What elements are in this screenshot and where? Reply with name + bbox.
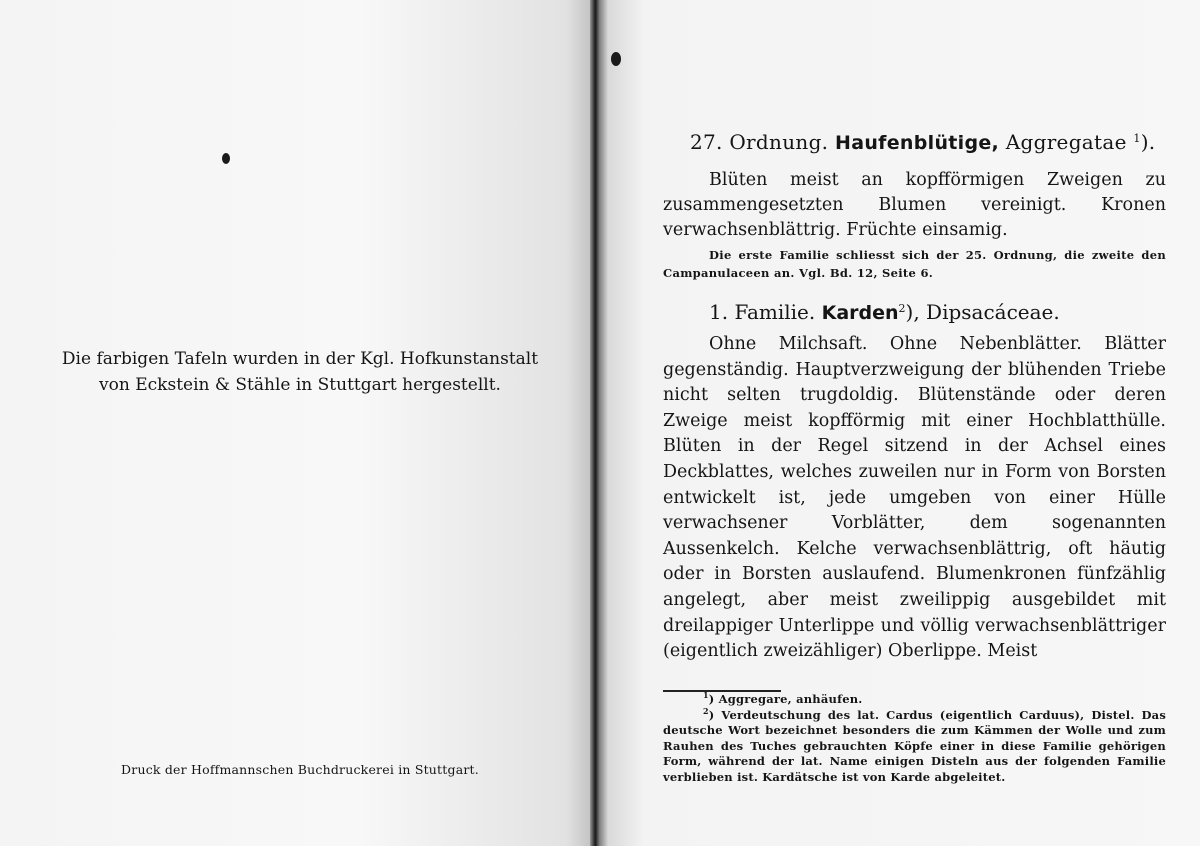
order-note: Die erste Familie schliesst sich der 25. Ordnung, die zweite den Campanulaceen an. Vgl. Bd. 12, Seite 6.	[663, 248, 1166, 280]
ink-speck	[222, 153, 230, 164]
family-latin: ), Dipsacáceae.	[905, 300, 1060, 324]
credit-line-2: von Eckstein & Stähle in Stuttgart hergestellt.	[99, 375, 501, 395]
family-name: Karden	[821, 302, 899, 324]
footnote-mark: 1	[703, 690, 709, 700]
credit-line-1: Die farbigen Tafeln wurden in der Kgl. Hofkunstanstalt	[61, 349, 539, 369]
order-heading-end: ).	[1140, 130, 1156, 154]
book-gutter	[590, 0, 600, 846]
footnote-text: ) Aggregare, anhäufen.	[708, 692, 863, 706]
footnotes	[663, 692, 1166, 786]
order-description: Blüten meist an kopfförmigen Zweigen zu zusammengesetzten Blumen vereinigt. Kronen verwachsenblättrig. Früchte einsamig.	[663, 170, 1166, 240]
footnote-text: ) Verdeutschung des lat. Cardus (eigentlich Carduus), Distel. Das deutsche Wort bezeichnet besonders die zum Kämmen der Wolle und zum Rauhen des Tuches gebrauchten Köpfe einer in diese Familie gehörigen Form, während der lat. Name einigen Disteln aus der folgenden Familie verblieben ist. Kardätsche ist von Karde abgeleitet.	[663, 707, 1166, 784]
plates-credit	[20, 346, 580, 398]
left-page	[0, 0, 596, 846]
order-name: Haufenblütige,	[835, 132, 1000, 154]
family-number: 1. Familie.	[709, 300, 816, 324]
ink-speck	[611, 52, 621, 66]
footnote-mark: 2	[898, 302, 906, 315]
footnote-2	[663, 705, 1166, 786]
family-description: Ohne Milchsaft. Ohne Nebenblätter. Blätter gegenständig. Hauptverzweigung der blühenden Triebe nicht selten trugdoldig. Blütenstände oder deren Zweige meist kopfförmig mit einer Hochblatthülle. Blüten in der Regel sitzend in der Achsel eines Deckblattes, welches zuweilen nur in Form von Borsten entwickelt ist, jede umgeben von einer Hülle verwachsener Vorblätter, dem sogenannten Aussenkelch. Kelche verwachsenblättrig, oft häutig oder in Borsten auslaufend. Blumenkronen fünfzählig angelegt, aber meist zweilippig ausgebildet mit dreilappiger Unterlippe und völlig verwachsenblättriger (eigentlich zweizähliger) Oberlippe. Meist	[663, 334, 1166, 662]
order-number: 27. Ordnung.	[690, 130, 829, 154]
printer-imprint: Druck der Hoffmannschen Buchdruckerei in Stuttgart.	[121, 762, 479, 777]
footnote-mark: 2	[703, 705, 709, 716]
order-heading	[690, 130, 1170, 154]
order-latin: Aggregatae	[1005, 130, 1127, 154]
footnote-1	[663, 692, 1166, 708]
footnote-mark: 1	[1133, 132, 1141, 145]
family-heading	[709, 300, 1169, 324]
